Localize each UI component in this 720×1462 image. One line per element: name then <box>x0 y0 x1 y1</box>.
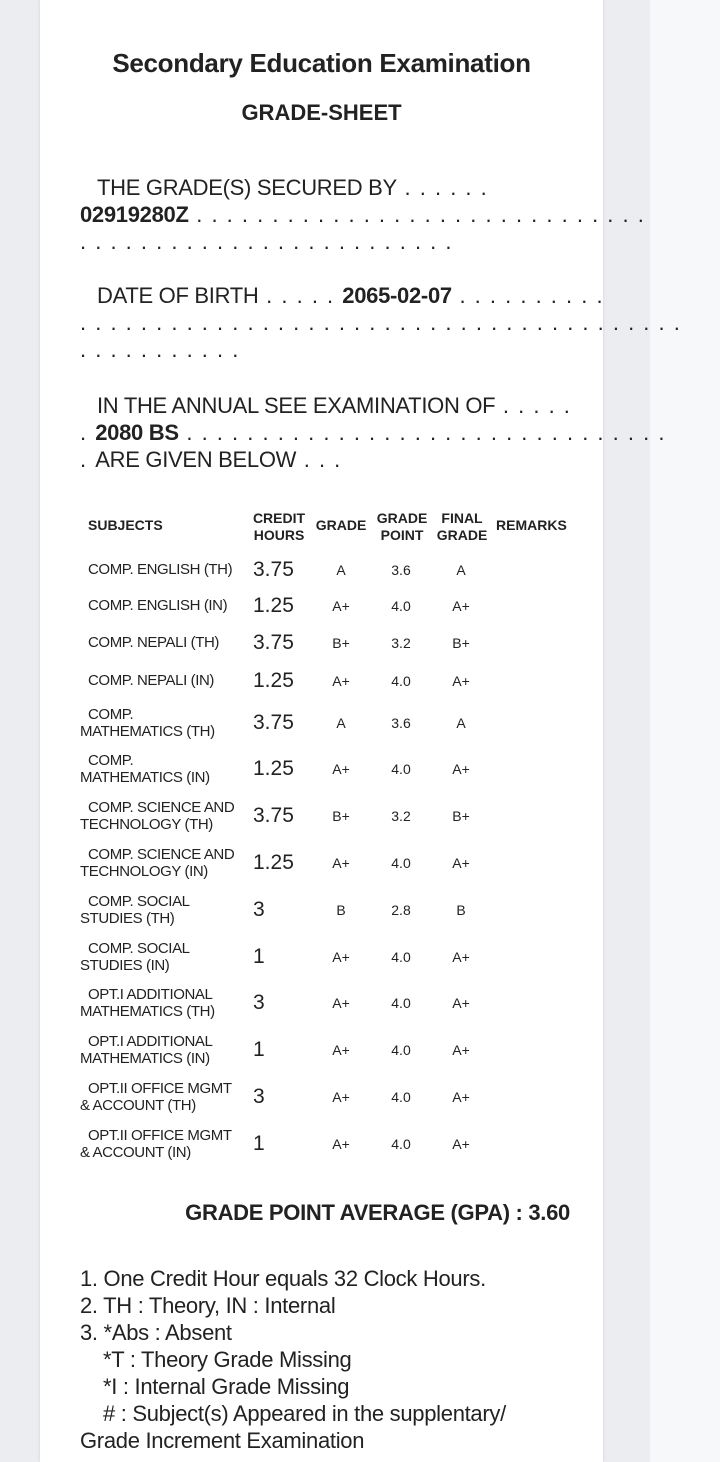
secured-by-label: THE GRADE(S) SECURED BY <box>97 175 397 200</box>
subject-name <box>80 752 245 786</box>
grade-point-cell: 3.2 <box>391 635 411 651</box>
final-grade-cell: A <box>456 562 466 578</box>
dotted-line: . . . . . . . . . . . <box>80 337 240 362</box>
subject-name-line2: TECHNOLOGY (IN) <box>80 863 208 880</box>
note-grade-increment: Grade Increment Examination <box>80 1428 365 1453</box>
grade-point-cell: 4.0 <box>391 1042 411 1058</box>
header-grade-point <box>372 510 432 544</box>
credit-hours-cell: 3 <box>253 898 265 921</box>
subject-name <box>80 846 245 880</box>
symbol-number-line: 02919280Z . . . . . . . . . . . . . . . . . . . . . . . . . . . . . . <box>80 202 646 227</box>
grade-cell: A+ <box>332 673 350 689</box>
final-grade-cell: A+ <box>452 1136 470 1152</box>
subject-name-line1: OPT.II OFFICE MGMT <box>88 1080 232 1097</box>
grade-point-cell: 2.8 <box>391 902 411 918</box>
subject-name-line2: STUDIES (TH) <box>80 910 175 927</box>
subject-name-line2: MATHEMATICS (TH) <box>80 723 215 740</box>
dotted-line: . . . . . . . . . . . . . . . . . . . . . . . . . <box>80 229 454 254</box>
note-internal-missing: *I : Internal Grade Missing <box>103 1374 350 1399</box>
header-subjects: SUBJECTS <box>88 517 163 533</box>
subject-name-line2: MATHEMATICS (TH) <box>80 1003 215 1020</box>
gpa-summary: GRADE POINT AVERAGE (GPA) : 3.60 <box>185 1200 570 1225</box>
header-final-line1: FINAL <box>441 510 483 526</box>
background-right <box>650 0 720 1462</box>
grade-point-cell: 4.0 <box>391 673 411 689</box>
note-supplementary: # : Subject(s) Appeared in the supplentary/ <box>103 1401 506 1426</box>
grade-point-cell: 4.0 <box>391 598 411 614</box>
final-grade-cell: A+ <box>452 598 470 614</box>
subject-name-line1: COMP. SCIENCE AND <box>88 799 235 816</box>
credit-hours-cell: 1.25 <box>253 594 294 617</box>
note-absent: 3. *Abs : Absent <box>80 1320 232 1345</box>
grade-point-cell: 4.0 <box>391 761 411 777</box>
subject-name-line1: COMP. SOCIAL <box>88 893 190 910</box>
subject-name: COMP. NEPALI (TH) <box>88 634 219 651</box>
header-grade-point-line2: POINT <box>380 527 424 543</box>
credit-hours-cell: 3 <box>253 991 265 1014</box>
grade-point-cell: 4.0 <box>391 855 411 871</box>
credit-hours-cell: 3.75 <box>253 804 294 827</box>
subject-name-line2: MATHEMATICS (IN) <box>80 769 210 786</box>
exam-title: Secondary Education Examination <box>112 48 531 78</box>
note-credit-hour: 1. One Credit Hour equals 32 Clock Hours. <box>80 1266 486 1291</box>
final-grade-cell: A+ <box>452 1042 470 1058</box>
final-grade-cell: A+ <box>452 949 470 965</box>
header-credit-line2: HOURS <box>253 527 305 543</box>
header-credit-hours <box>248 510 310 544</box>
subject-name-line2: TECHNOLOGY (TH) <box>80 816 213 833</box>
grade-cell: A+ <box>332 598 350 614</box>
given-below-text: ARE GIVEN BELOW <box>95 447 297 472</box>
header-final-line2: GRADE <box>436 527 488 543</box>
grade-cell: A+ <box>332 949 350 965</box>
subject-name-line1: COMP. <box>88 752 134 769</box>
note-theory-missing: *T : Theory Grade Missing <box>103 1347 352 1372</box>
grade-cell: B <box>336 902 346 918</box>
credit-hours-cell: 3 <box>253 1085 265 1108</box>
final-grade-cell: A+ <box>452 673 470 689</box>
grade-cell: A+ <box>332 1089 350 1105</box>
grade-cell: B+ <box>332 808 350 824</box>
final-grade-cell: B+ <box>452 808 470 824</box>
subject-name <box>80 799 245 833</box>
credit-hours-cell: 3.75 <box>253 631 294 654</box>
grade-cell: A <box>336 715 346 731</box>
grade-point-cell: 3.6 <box>391 562 411 578</box>
subject-name-line1: OPT.I ADDITIONAL <box>88 986 213 1003</box>
grade-cell: A+ <box>332 1136 350 1152</box>
header-final-grade <box>432 510 492 544</box>
credit-hours-cell: 3.75 <box>253 558 294 581</box>
grade-cell: A <box>336 562 346 578</box>
subject-name: COMP. NEPALI (IN) <box>88 672 215 689</box>
grade-point-cell: 3.2 <box>391 808 411 824</box>
subject-name-line2: & ACCOUNT (IN) <box>80 1144 191 1161</box>
header-grade-point-line1: GRADE <box>376 510 428 526</box>
dob-line: DATE OF BIRTH . . . . . 2065-02-07 . . . . . . . . . . <box>97 283 605 308</box>
exam-year: 2080 BS <box>95 420 179 445</box>
header-remarks: REMARKS <box>496 517 567 533</box>
credit-hours-cell: 1 <box>253 1038 265 1061</box>
final-grade-cell: A+ <box>452 855 470 871</box>
final-grade-cell: B <box>456 902 466 918</box>
subject-name <box>80 940 245 974</box>
exam-year-line: . 2080 BS . . . . . . . . . . . . . . . . . . . . . . . . . . . . . . . . <box>80 420 666 445</box>
subject-name <box>80 893 245 927</box>
grade-point-cell: 4.0 <box>391 949 411 965</box>
grade-point-cell: 3.6 <box>391 715 411 731</box>
exam-line: IN THE ANNUAL SEE EXAMINATION OF . . . . . <box>97 393 572 418</box>
final-grade-cell: B+ <box>452 635 470 651</box>
credit-hours-cell: 1.25 <box>253 851 294 874</box>
credit-hours-cell: 1.25 <box>253 757 294 780</box>
subject-name-line1: COMP. SCIENCE AND <box>88 846 235 863</box>
credit-hours-cell: 1.25 <box>253 669 294 692</box>
subject-name-line2: & ACCOUNT (TH) <box>80 1097 196 1114</box>
background-left <box>0 0 40 1462</box>
exam-label: IN THE ANNUAL SEE EXAMINATION OF <box>97 393 496 418</box>
subject-name-line1: OPT.II OFFICE MGMT <box>88 1127 232 1144</box>
final-grade-cell: A+ <box>452 1089 470 1105</box>
sheet-subtitle: GRADE-SHEET <box>241 100 402 125</box>
subject-name-line1: COMP. SOCIAL <box>88 940 190 957</box>
subject-name <box>80 706 245 740</box>
subject-name <box>80 1033 245 1067</box>
subject-name <box>80 986 245 1020</box>
grade-cell: A+ <box>332 995 350 1011</box>
subject-name-line2: MATHEMATICS (IN) <box>80 1050 210 1067</box>
subject-name: COMP. ENGLISH (IN) <box>88 597 228 614</box>
subject-name <box>80 1127 245 1161</box>
note-th-in: 2. TH : Theory, IN : Internal <box>80 1293 336 1318</box>
secured-by-line: THE GRADE(S) SECURED BY . . . . . . <box>97 175 489 200</box>
grade-cell: A+ <box>332 855 350 871</box>
dotted-line: . . . . . . . . . . . . . . . . . . . . . . . . . . . . . . . . . . . . . . . . <box>80 310 682 335</box>
credit-hours-cell: 3.75 <box>253 711 294 734</box>
subject-name-line1: OPT.I ADDITIONAL <box>88 1033 213 1050</box>
grade-cell: A+ <box>332 1042 350 1058</box>
grade-cell: B+ <box>332 635 350 651</box>
final-grade-cell: A+ <box>452 995 470 1011</box>
final-grade-cell: A+ <box>452 761 470 777</box>
header-credit-line1: CREDIT <box>252 510 306 526</box>
subject-name: COMP. ENGLISH (TH) <box>88 561 233 578</box>
dob-label: DATE OF BIRTH <box>97 283 259 308</box>
grade-point-cell: 4.0 <box>391 995 411 1011</box>
given-below-line: . ARE GIVEN BELOW . . . <box>80 447 342 472</box>
final-grade-cell: A <box>456 715 466 731</box>
grade-point-cell: 4.0 <box>391 1136 411 1152</box>
subject-name <box>80 1080 245 1114</box>
credit-hours-cell: 1 <box>253 1132 265 1155</box>
dob-value: 2065-02-07 <box>342 283 452 308</box>
symbol-number: 02919280Z <box>80 202 189 227</box>
header-grade: GRADE <box>315 517 367 533</box>
subject-name-line2: STUDIES (IN) <box>80 957 170 974</box>
grade-cell: A+ <box>332 761 350 777</box>
credit-hours-cell: 1 <box>253 945 265 968</box>
grade-point-cell: 4.0 <box>391 1089 411 1105</box>
subject-name-line1: COMP. <box>88 706 134 723</box>
